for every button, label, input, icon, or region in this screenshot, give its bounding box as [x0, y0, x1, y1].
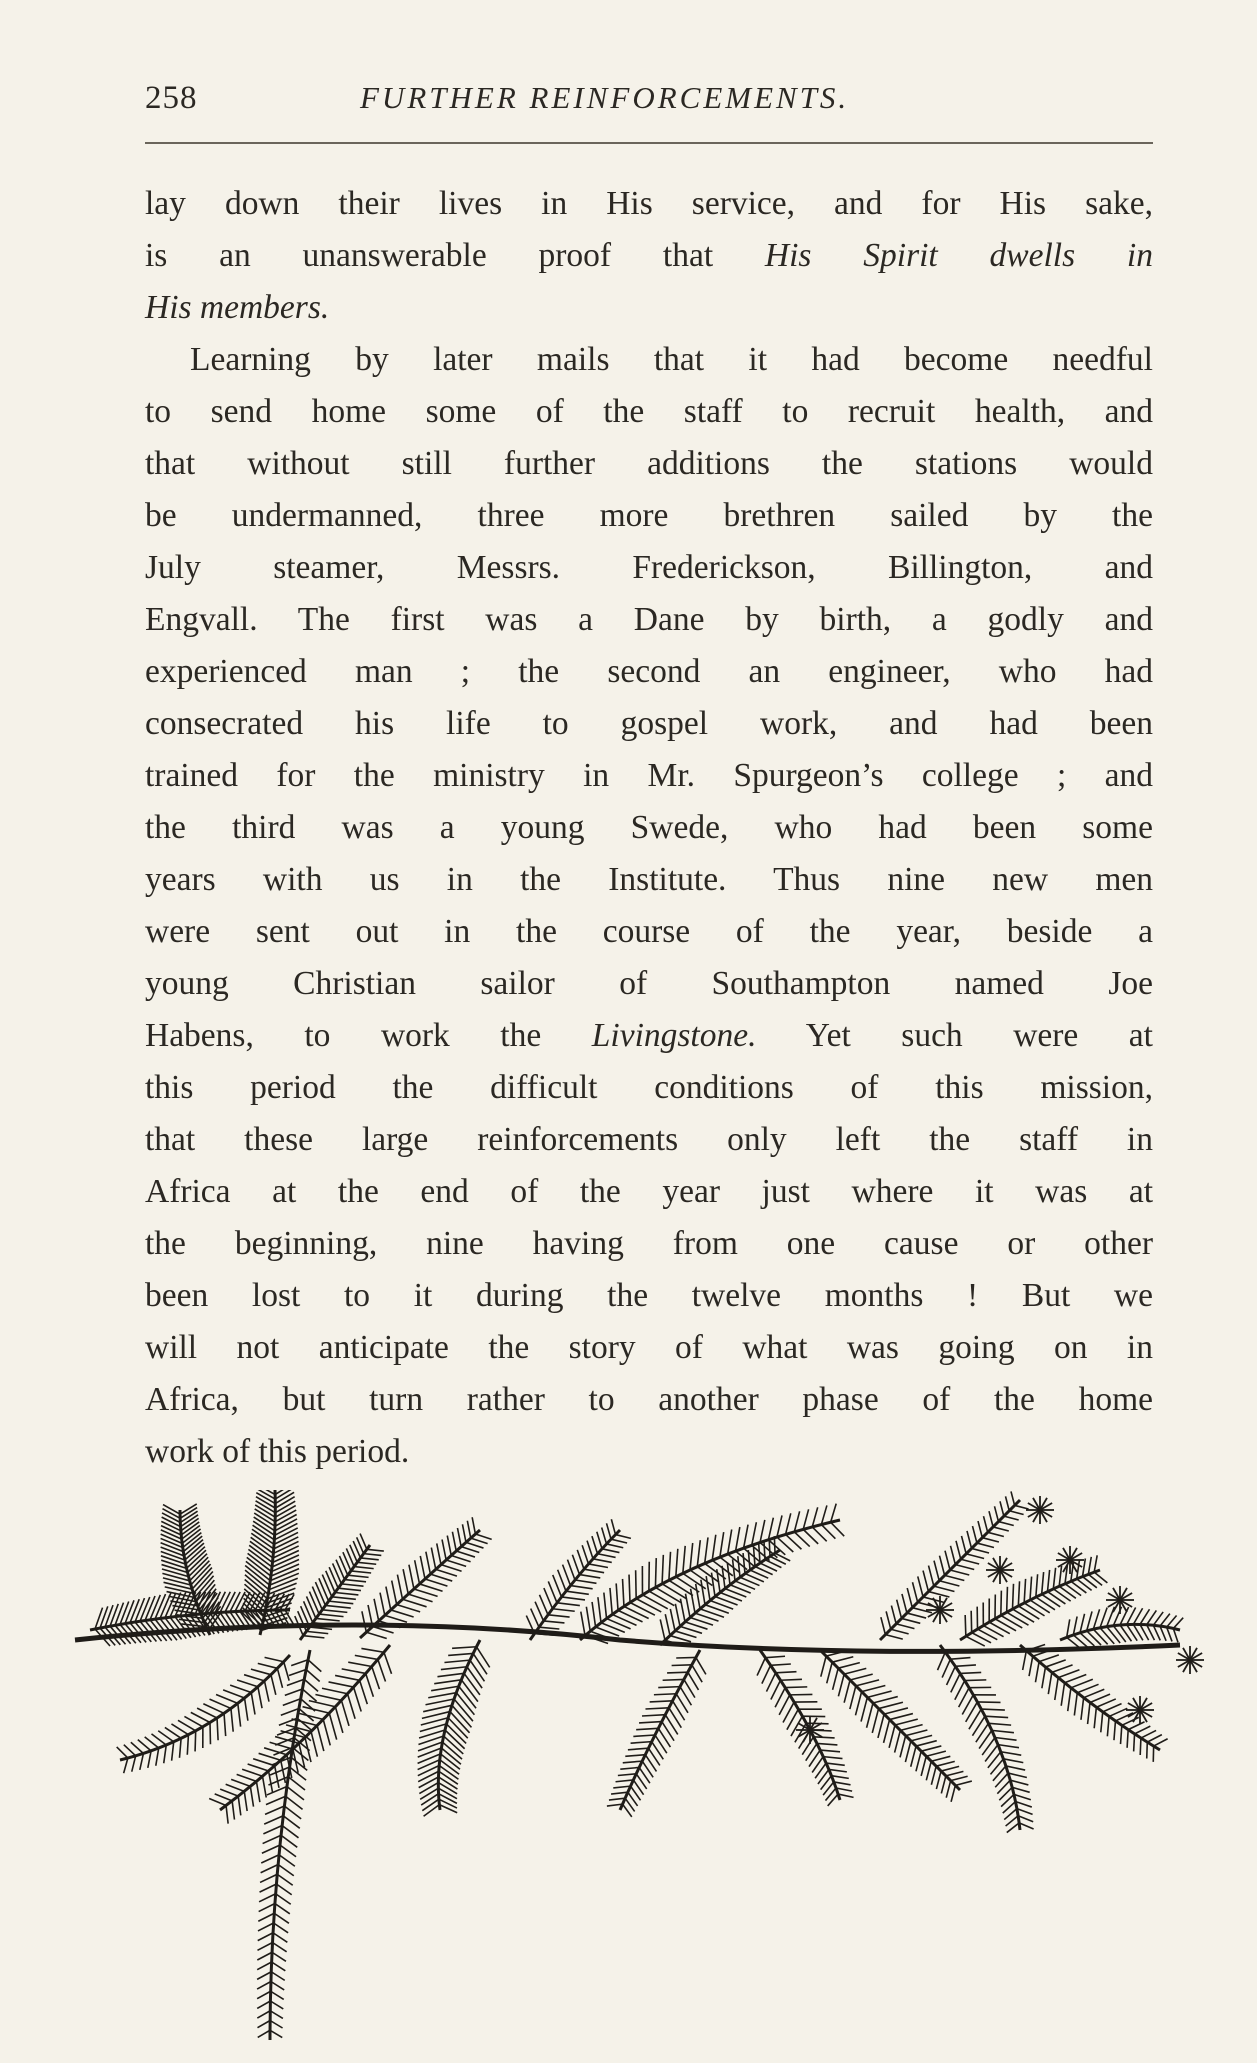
text-run: this period the difficult conditions of this mission, [145, 1069, 1153, 1106]
text-line [145, 906, 1153, 958]
text-line [145, 282, 1153, 334]
text-run: Africa, but turn rather to another phase of the home [145, 1381, 1153, 1418]
text-run: consecrated his life to gospel work, and had been [145, 705, 1153, 742]
text-line [145, 594, 1153, 646]
text-run: Habens, to work the [145, 1017, 592, 1054]
text-run: young Christian sailor of Southampton named Joe [145, 965, 1153, 1002]
page-number: 258 [145, 80, 198, 116]
text-run: Learning by later mails that it had become needful [190, 341, 1153, 378]
text-line [145, 1426, 1153, 1478]
text-line [145, 854, 1153, 906]
text-line [145, 958, 1153, 1010]
text-line [145, 1270, 1153, 1322]
text-run: be undermanned, three more brethren sailed by the [145, 497, 1153, 534]
text-run: years with us in the Institute. Thus nine new men [145, 861, 1153, 898]
body-text [145, 178, 1153, 1478]
text-line [145, 438, 1153, 490]
text-run: Africa at the end of the year just where it was at [145, 1173, 1153, 1210]
text-run: Yet such were at [756, 1017, 1153, 1054]
text-line [145, 1374, 1153, 1426]
text-run: that without still further additions the stations would [145, 445, 1153, 482]
fern-branch-illustration [60, 1490, 1210, 2050]
text-line [145, 1010, 1153, 1062]
text-line [145, 1114, 1153, 1166]
text-line [145, 1166, 1153, 1218]
text-run: July steamer, Messrs. Frederickson, Billington, and [145, 549, 1153, 586]
text-run: experienced man ; the second an engineer, who had [145, 653, 1153, 690]
text-run: work of this period. [145, 1433, 410, 1470]
text-run: will not anticipate the story of what was going on in [145, 1329, 1153, 1366]
text-line [145, 230, 1153, 282]
text-run: Livingstone. [591, 1017, 757, 1054]
text-line [145, 490, 1153, 542]
header-rule [145, 142, 1153, 144]
text-run: Engvall. The first was a Dane by birth, a godly and [145, 601, 1153, 638]
text-run: His members. [145, 289, 330, 326]
text-run: were sent out in the course of the year, beside a [145, 913, 1153, 950]
text-run: lay down their lives in His service, and for His sake, [145, 185, 1153, 222]
text-line [145, 802, 1153, 854]
text-run: to send home some of the staff to recruit health, and [145, 393, 1153, 430]
page-header [145, 72, 1153, 132]
text-run: been lost to it during the twelve months ! But we [145, 1277, 1153, 1314]
text-run: the beginning, nine having from one cause or other [145, 1225, 1153, 1262]
running-title: FURTHER REINFORCEMENTS. [360, 80, 850, 115]
text-line [145, 698, 1153, 750]
text-line [145, 646, 1153, 698]
text-line [145, 334, 1153, 386]
text-run: is an unanswerable proof that [145, 237, 765, 274]
text-line [145, 750, 1153, 802]
text-line [145, 386, 1153, 438]
text-line [145, 542, 1153, 594]
text-run: His Spirit dwells in [764, 237, 1153, 274]
text-run: the third was a young Swede, who had been some [145, 809, 1153, 846]
text-line [145, 178, 1153, 230]
text-line [145, 1218, 1153, 1270]
text-line [145, 1062, 1153, 1114]
text-run: trained for the ministry in Mr. Spurgeon’s college ; and [145, 757, 1153, 794]
text-line [145, 1322, 1153, 1374]
text-run: that these large reinforcements only left the staff in [145, 1121, 1153, 1158]
